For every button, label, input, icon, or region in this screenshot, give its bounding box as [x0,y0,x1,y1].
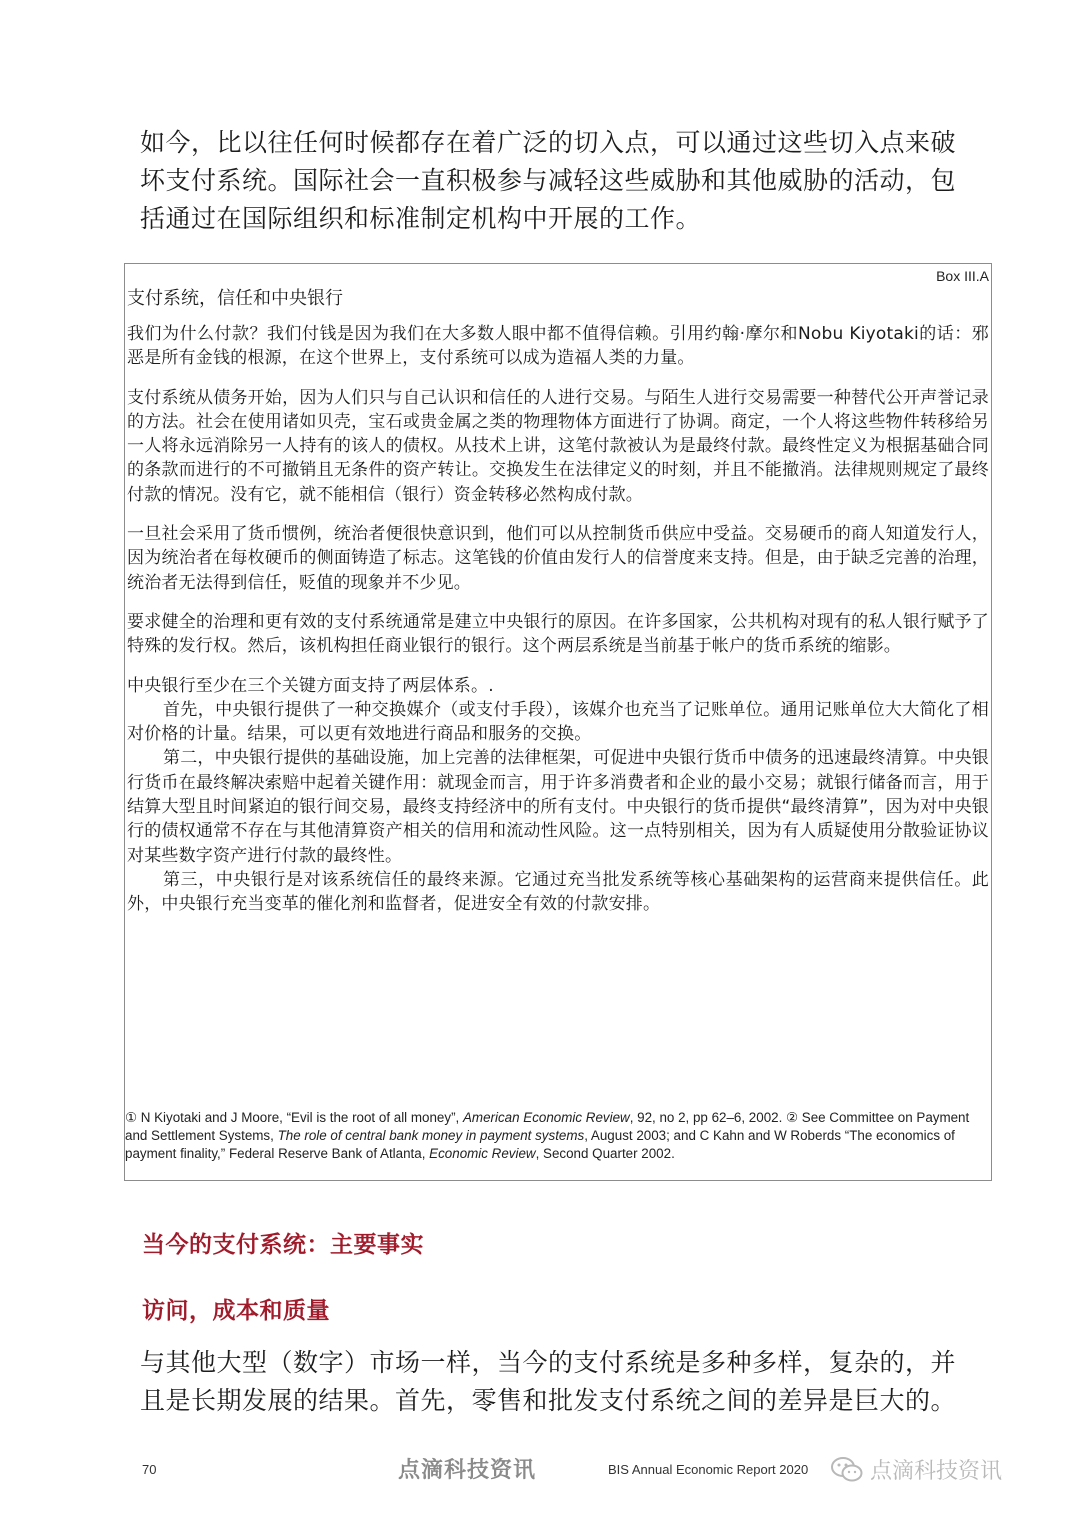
box-paragraph: 一旦社会采用了货币惯例，统治者便很快意识到，他们可以从控制货币供应中受益。交易硬币的商人知道发行人，因为统治者在每枚硬币的侧面铸造了标志。这笔钱的价值由发行人的信誉度来支持。但是，由于缺乏完善的治理，统治者无法得到信任，贬值的现象并不少见。 [127,524,989,593]
footnote-journal: American Economic Review [462,1110,630,1125]
box-title: 支付系统，信任和中央银行 [127,288,343,309]
box-point-1: 首先，中央银行提供了一种交换媒介（或支付手段），该媒介也充当了记账单位。通用记账单位大大简化了相对价格的计量。结果，可以更有效地进行商品和服务的交换。 [127,699,989,745]
box-paragraph: 要求健全的治理和更有效的支付系统通常是建立中央银行的原因。在许多国家，公共机构对现有的私人银行赋予了特殊的发行权。然后，该机构担任商业银行的银行。这个两层系统是当前基于帐户的货币系统的缩影。 [127,611,989,657]
footer-brand: 点滴科技资讯 [398,1458,537,1483]
watermark [830,1454,1002,1485]
box-point-3: 第三，中央银行是对该系统信任的最终来源。它通过充当批发系统等核心基础架构的运营商来提供信任。此外，中央银行充当变革的催化剂和监督者，促进安全有效的付款安排。 [127,869,989,915]
section-heading: 当今的支付系统：主要事实 [142,1232,424,1258]
footnote-title: The role of central bank money in payment systems [277,1128,585,1144]
report-title: BIS Annual Economic Report 2020 [608,1462,809,1477]
box-iii-a [124,263,992,1181]
box-paragraph: 支付系统从债务开始，因为人们只与自己认识和信任的人进行交易。与陌生人进行交易需要一种替代公开声誉记录的方法。社会在使用诸如贝壳，宝石或贵金属之类的物理物体方面进行了协调。商定，一个人将这些物件转移给另一人将永远消除另一人持有的该人的债权。从技术上讲，这笔付款被认为是最终付款。最终性定义为根据基础合同的条款而进行的不可撤销且无条件的资产转让。交换发生在法律定义的时刻，并且不能撤消。法律规则规定了最终付款的情况。没有它，就不能相信（银行）资金转移必然构成付款。 [127,387,989,505]
footnote-text: , August 2003; and C Kahn and W Roberds “The economics of payment finality,” Federal Reserve Bank of Atlanta, [125,1128,955,1162]
box-footnote [125,1109,991,1164]
footnote-text: ① N Kiyotaki and J Moore, “Evil is the root of all money”, [125,1110,463,1125]
outro-paragraph: 与其他大型（数字）市场一样，当今的支付系统是多种多样，复杂的，并且是长期发展的结果。首先，零售和批发支付系统之间的差异是巨大的。 [140,1348,957,1415]
watermark-text: 点滴科技资讯 [870,1459,1003,1484]
box-lead: 中央银行至少在三个关键方面支持了两层体系。. [127,675,494,696]
box-paragraph: 我们为什么付款？我们付钱是因为我们在大多数人眼中都不值得信赖。引用约翰·摩尔和Nobu Kiyotaki的话：邪恶是所有金钱的根源，在这个世界上，支付系统可以成为造福人类的力量。 [127,324,989,369]
box-point-2: 第二，中央银行提供的基础设施，加上完善的法律框架，可促进中央银行货币中债务的迅速最终清算。中央银行货币在最终解决索赔中起着关键作用：就现金而言，用于许多消费者和企业的最小交易；就银行储备而言，用于结算大型且时间紧迫的银行间交易，最终支持经济中的所有支付。中央银行的货币提供“最终清算”，因为对中央银行的债权通常不存在与其他清算资产相关的信用和流动性风险。这一点特别相关，因为有人质疑使用分散验证协议对某些数字资产进行付款的最终性。 [127,748,989,866]
box-label: Box III.A [936,268,989,284]
box-body [127,322,989,917]
footnote-text: , Second Quarter 2002. [535,1146,675,1162]
wechat-icon [830,1456,864,1484]
sub-heading: 访问，成本和质量 [142,1298,330,1324]
page-number: 70 [142,1462,157,1477]
intro-paragraph: 如今，比以往任何时候都存在着广泛的切入点，可以通过这些切入点来破坏支付系统。国际社会一直积极参与减轻这些威胁和其他威胁的活动，包括通过在国际组织和标准制定机构中开展的工作。 [140,128,957,233]
footnote-text: , 92, no 2, pp 62–6, 2002. ② See Committee on Payment and Settlement Systems, [125,1110,970,1144]
footnote-review: Economic Review [429,1146,536,1162]
